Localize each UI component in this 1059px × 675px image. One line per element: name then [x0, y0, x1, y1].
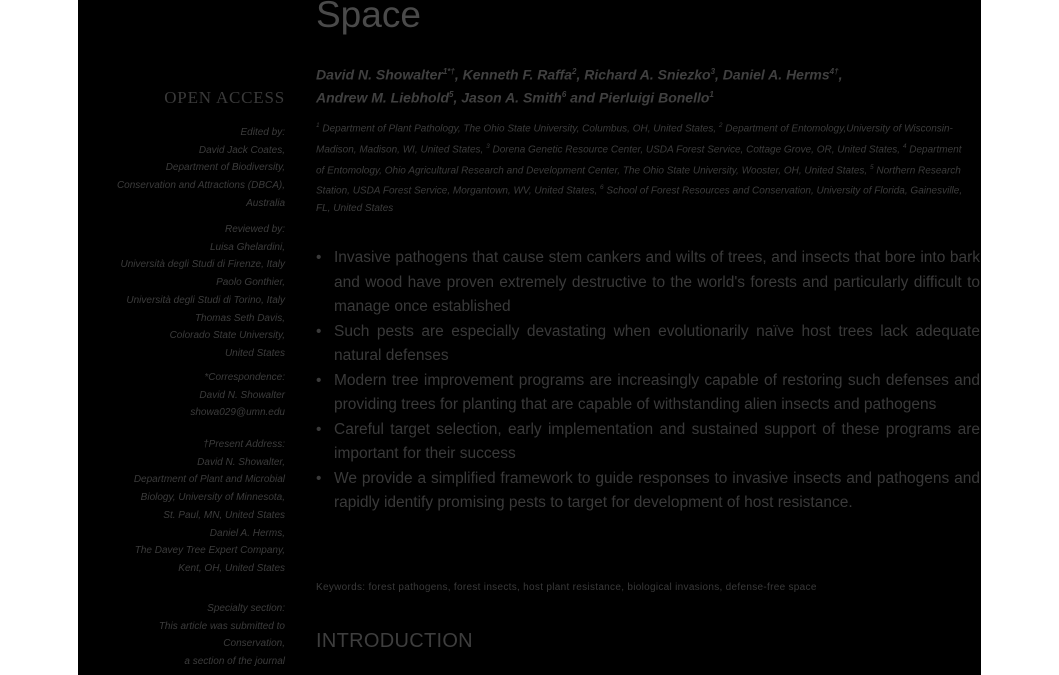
- bullet-icon: •: [316, 371, 322, 389]
- highlight-item: [316, 418, 980, 467]
- paper-page: [78, 0, 981, 675]
- sidebar-block-line: Thomas Seth Davis,: [194, 312, 285, 324]
- reviewed-by-block: [78, 221, 285, 363]
- sidebar-block-line: David N. Showalter,: [197, 456, 285, 468]
- bullet-icon: •: [316, 322, 322, 340]
- author-affiliation-marker: 2: [572, 67, 577, 76]
- highlight-item: [316, 246, 980, 320]
- affiliation-number: 4: [902, 142, 907, 150]
- author-affiliation-marker: 1*†: [442, 67, 455, 76]
- present-address-block: [78, 436, 285, 578]
- affiliation-number: 2: [718, 122, 723, 129]
- sidebar-block-line: showa029@umn.edu: [190, 407, 285, 419]
- sidebar-block-line: This article was submitted to: [158, 620, 285, 632]
- sidebar-block-line: Colorado State University,: [169, 330, 285, 342]
- sidebar-block-line: Conservation and Attractions (DBCA),: [116, 180, 285, 192]
- author-affiliation-marker: 4†: [829, 67, 839, 76]
- affiliation-number: 3: [486, 142, 490, 150]
- author-name: and Pierluigi Bonello: [566, 89, 710, 106]
- affiliation-number: 1: [316, 122, 320, 129]
- affiliation-text: Dorena Genetic Resource Center, USDA Forest Service, Cottage Grove, OR, United States,: [489, 144, 903, 156]
- author-name: David N. Showalter: [316, 66, 443, 83]
- sidebar-block-line: David Jack Coates,: [198, 144, 285, 156]
- sidebar-block-line: a section of the journal: [184, 656, 285, 668]
- article-title: Space: [316, 0, 421, 35]
- section-heading-introduction: INTRODUCTION: [316, 630, 473, 652]
- author-name: , Jason A. Smith: [453, 89, 562, 106]
- author-affiliation-marker: 5: [449, 89, 454, 99]
- highlight-text: Careful target selection, early implementation and sustained support of these programs are important for their success: [334, 420, 980, 462]
- author-name: , Daniel A. Herms: [715, 66, 830, 83]
- bullet-icon: •: [316, 420, 322, 438]
- sidebar-block-line: Conservation,: [223, 638, 285, 650]
- highlight-text: We provide a simplified framework to guide responses to invasive insects and pathogens and rapidly identify promising pests to target for development of host resistance.: [334, 469, 980, 511]
- sidebar-block-heading: Reviewed by:: [224, 224, 285, 235]
- correspondence-block: [78, 369, 285, 422]
- sidebar-block-line: Kent, OH, United States: [178, 562, 285, 574]
- sidebar-block-heading: Specialty section:: [207, 603, 285, 614]
- highlight-text: Modern tree improvement programs are increasingly capable of restoring such defenses and providing trees for planting that are capable of withstanding alien insects and pathogens: [334, 371, 980, 413]
- sidebar-block-heading: †Present Address:: [203, 439, 285, 450]
- affiliation-number: 5: [869, 163, 874, 171]
- sidebar-block-line: United States: [224, 347, 285, 359]
- affiliation-text: Northern Research Station, USDA Forest Service, Morgantown, WV, United States,: [316, 164, 961, 197]
- sidebar-block-line: The Davey Tree Expert Company,: [134, 545, 285, 557]
- author-affiliation-marker: 3: [710, 67, 716, 76]
- highlight-item: [316, 369, 980, 418]
- sidebar-block-heading: *Correspondence:: [204, 372, 285, 383]
- sidebar-block-line: Biology, University of Minnesota,: [140, 492, 285, 504]
- highlight-item: [316, 320, 980, 369]
- highlights-list: [316, 246, 980, 516]
- highlight-text: Such pests are especially devastating when evolutionarily naïve host trees lack adequate natural defenses: [334, 322, 980, 364]
- affiliation-text: Department of Plant Pathology, The Ohio State University, Columbus, OH, United States,: [319, 123, 719, 135]
- highlight-text: Invasive pathogens that cause stem cankers and wilts of trees, and insects that bore into bark and wood have proven extremely destructive to the world's forests and particularly difficult to manage once established: [334, 249, 980, 315]
- author-name: ,: [838, 66, 843, 83]
- sidebar-block-line: David N. Showalter: [199, 389, 285, 401]
- keywords: Keywords: forest pathogens, forest insects, host plant resistance, biological invasions, defense-free space: [316, 582, 817, 593]
- affiliation-text: School of Forest Resources and Conservation, University of Florida, Gainesville, FL, United States: [316, 185, 963, 215]
- author-list: [316, 62, 956, 107]
- author-line-1: [316, 62, 956, 85]
- sidebar-block-line: St. Paul, MN, United States: [163, 509, 285, 521]
- sidebar-block-line: Department of Biodiversity,: [165, 162, 285, 174]
- author-name: , Kenneth F. Raffa: [454, 66, 573, 83]
- bullet-icon: •: [316, 469, 322, 487]
- sidebar-block-line: Paolo Gonthier,: [216, 277, 285, 289]
- author-affiliation-marker: 6: [561, 89, 567, 99]
- open-access-label: OPEN ACCESS: [164, 88, 285, 107]
- edited-by-block: [78, 124, 285, 213]
- author-line-2: [316, 85, 956, 108]
- sidebar-block-line: Daniel A. Herms,: [209, 527, 285, 539]
- author-name: Andrew M. Liebhold: [316, 89, 449, 106]
- sidebar-block-line: Luisa Ghelardini,: [209, 241, 285, 253]
- affiliation-text: Department of Entomology,University of Wisconsin-Madison, Madison, WI, United States,: [316, 123, 953, 156]
- author-affiliation-marker: 1: [709, 89, 714, 99]
- sidebar-block-heading: Edited by:: [240, 127, 285, 138]
- sidebar-block-line: Department of Plant and Microbial: [133, 474, 285, 486]
- sidebar-block-line: Australia: [246, 197, 285, 209]
- sidebar-block-line: Università degli Studi di Torino, Italy: [126, 294, 285, 306]
- bullet-icon: •: [316, 249, 322, 266]
- sidebar-block-line: Università degli Studi di Firenze, Italy: [120, 259, 285, 271]
- affiliation-text: Department of Entomology, Ohio Agricultural Research and Development Center, The Ohio State University, Wooster, OH, United States,: [316, 144, 962, 176]
- affiliations: [316, 117, 966, 218]
- affiliation-number: 6: [600, 184, 604, 192]
- author-name: , Richard A. Sniezko: [576, 66, 711, 83]
- specialty-section-block: [78, 600, 285, 671]
- highlight-item: [316, 467, 980, 516]
